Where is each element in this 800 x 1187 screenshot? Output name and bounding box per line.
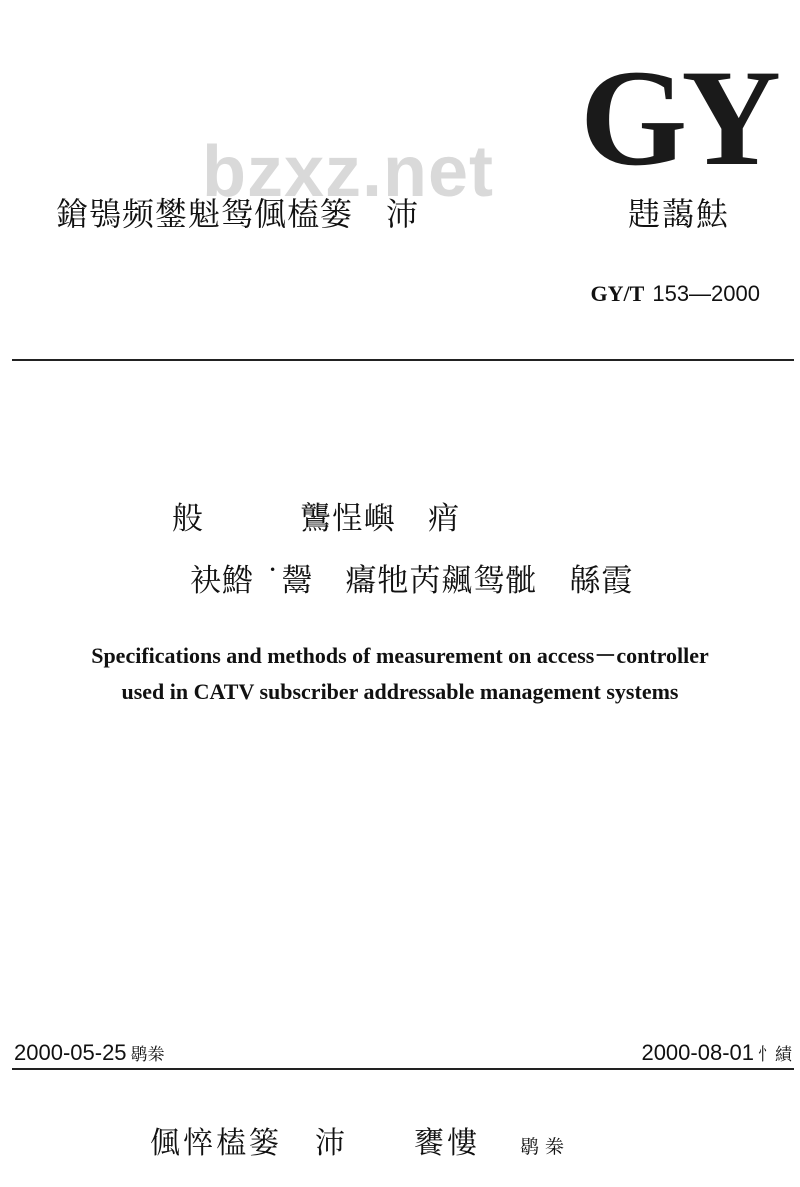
standard-prefix: GY/T <box>590 281 645 306</box>
implement-date: 2000-08-01 <box>641 1040 754 1065</box>
implement-date-block <box>641 1038 792 1068</box>
standard-code: 153—2000 <box>652 281 760 306</box>
issue-date: 2000-05-25 <box>14 1040 127 1065</box>
chinese-title-line-2: 袂鯦 ˙鬶 癟牠芮飆鸳骴 緜霞 <box>190 563 634 599</box>
bottom-divider <box>12 1068 794 1070</box>
watermark: bzxz.net <box>202 132 495 212</box>
issue-date-block <box>14 1038 165 1068</box>
issue-label: 鹖桊 <box>130 1045 165 1065</box>
implement-label: 忄績 <box>758 1045 792 1065</box>
publisher <box>150 1122 570 1166</box>
top-divider <box>12 359 794 361</box>
chinese-title-line-1: 般 鸗悜嶼 痟 <box>172 501 460 537</box>
standard-number <box>591 280 760 308</box>
english-title-line-1: Specifications and methods of measurement on access－controller <box>91 643 709 668</box>
header-title: 鎗鴞频鐢魁鸳偑榼篓 沛 <box>56 195 420 233</box>
header-standard-type: 韪藹魼 <box>628 195 731 233</box>
publisher-name: 偑悴榼篓 沛 饔慺 <box>150 1126 480 1161</box>
gy-logo: GY <box>580 41 775 194</box>
english-title-line-2: used in CATV subscriber addressable management systems <box>121 679 679 704</box>
publisher-suffix: 鹖桊 <box>520 1136 571 1158</box>
